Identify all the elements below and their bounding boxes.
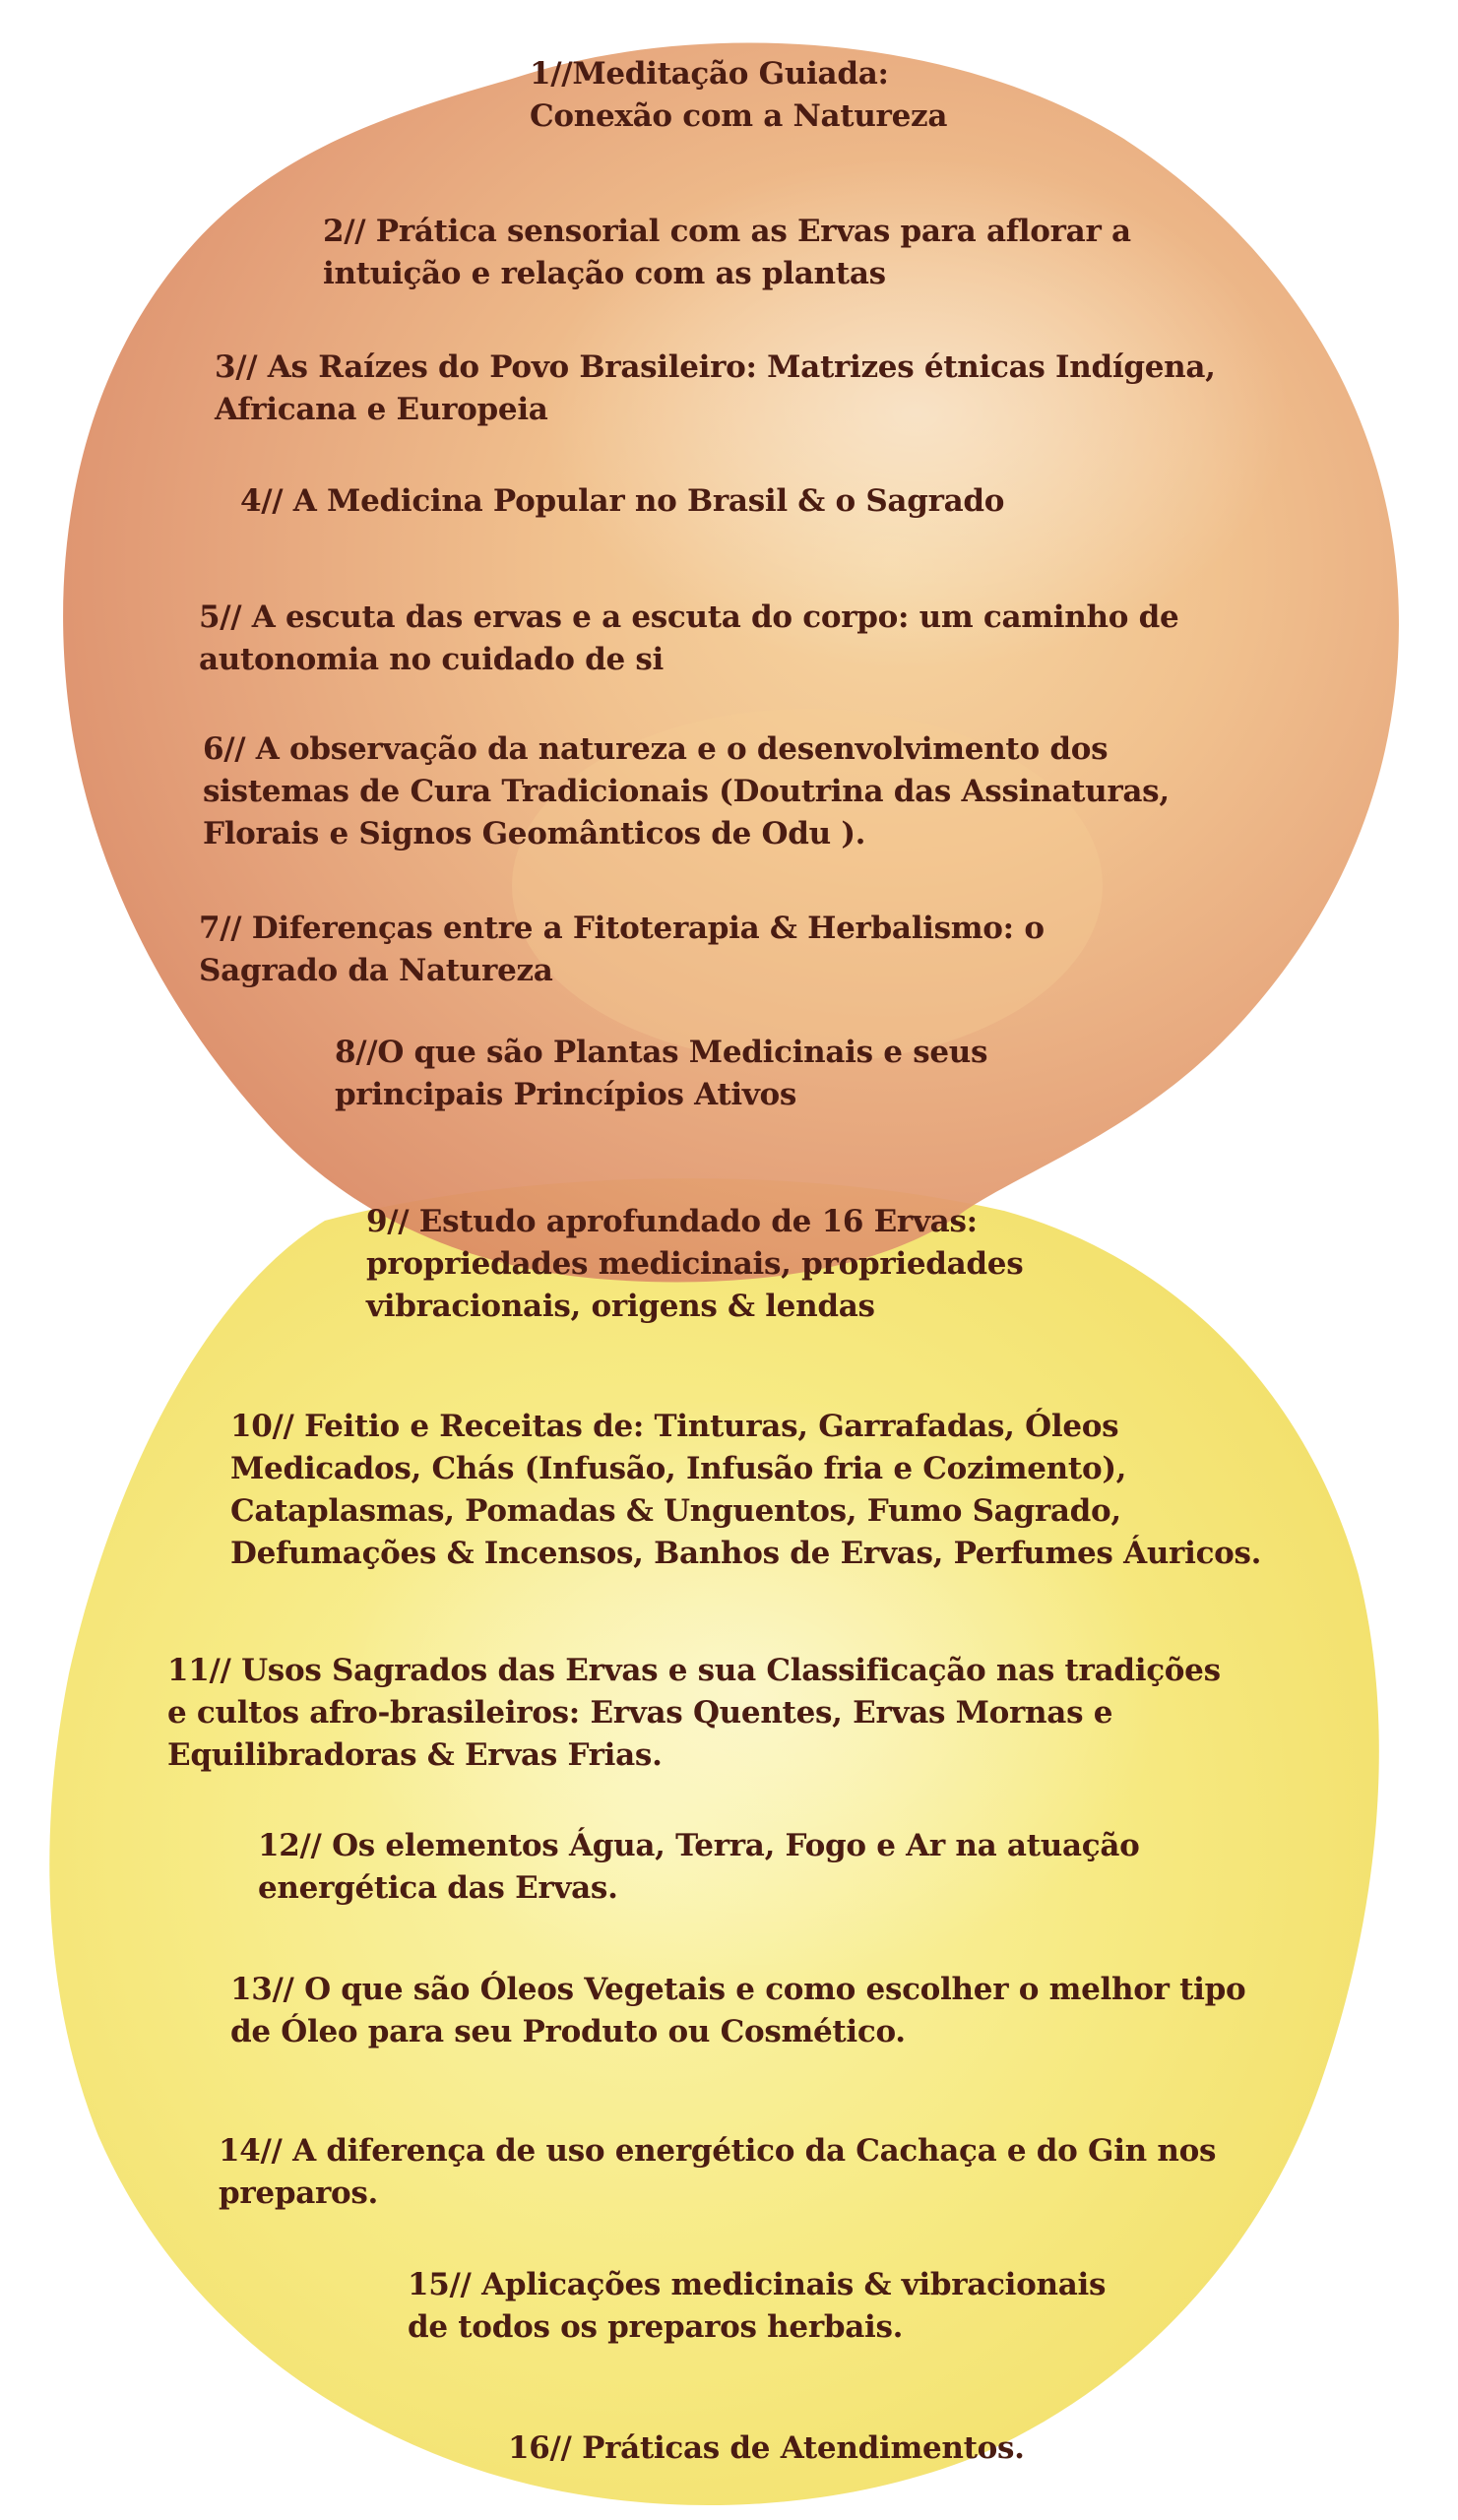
topic-item-15 <box>408 2264 1106 2349</box>
topic-line: sistemas de Cura Tradicionais (Doutrina das Assinaturas, <box>203 774 1170 809</box>
topic-line: Cataplasmas, Pomadas & Unguentos, Fumo Sagrado, <box>230 1493 1121 1529</box>
topic-item-8 <box>335 1032 987 1116</box>
topic-line: intuição e relação com as plantas <box>323 256 886 291</box>
topic-line: Sagrado da Natureza <box>199 953 553 988</box>
topic-line: 9// Estudo aprofundado de 16 Ervas: <box>366 1204 978 1239</box>
topic-line: 15// Aplicações medicinais & vibracionais <box>408 2267 1107 2302</box>
topic-line: Florais e Signos Geomânticos de Odu ). <box>203 816 866 851</box>
topic-item-16 <box>508 2427 1025 2470</box>
topic-item-11 <box>167 1650 1221 1777</box>
topic-item-6 <box>203 728 1170 855</box>
topic-item-3 <box>215 346 1216 431</box>
topic-item-7 <box>199 908 1045 992</box>
topic-line: Defumações & Incensos, Banhos de Ervas, Perfumes Áuricos. <box>230 1536 1262 1571</box>
topic-item-13 <box>230 1969 1245 2053</box>
topic-line: 6// A observação da natureza e o desenvolvimento dos <box>203 731 1109 767</box>
topic-line: 11// Usos Sagrados das Ervas e sua Classificação nas tradições <box>167 1653 1221 1688</box>
topic-line: autonomia no cuidado de si <box>199 642 665 677</box>
topic-line: 14// A diferença de uso energético da Cachaça e do Gin nos <box>219 2133 1217 2169</box>
topic-line: 16// Práticas de Atendimentos. <box>508 2430 1025 2466</box>
topic-item-2 <box>323 211 1131 295</box>
topic-line: Conexão com a Natureza <box>530 98 948 134</box>
topic-line: preparos. <box>219 2175 379 2211</box>
topic-line: Africana e Europeia <box>215 392 548 427</box>
topic-line: 7// Diferenças entre a Fitoterapia & Herbalismo: o <box>199 911 1045 946</box>
topic-line: 4// A Medicina Popular no Brasil & o Sagrado <box>240 483 1005 519</box>
topic-line: 1//Meditação Guiada: <box>530 56 889 92</box>
topic-item-9 <box>366 1201 1023 1328</box>
topic-line: 3// As Raízes do Povo Brasileiro: Matrizes étnicas Indígena, <box>215 349 1216 385</box>
topic-item-4 <box>240 480 1004 523</box>
topic-line: 10// Feitio e Receitas de: Tinturas, Garrafadas, Óleos <box>230 1409 1119 1444</box>
topic-line: de Óleo para seu Produto ou Cosmético. <box>230 2014 906 2049</box>
topic-line: de todos os preparos herbais. <box>408 2309 904 2345</box>
topic-line: principais Princípios Ativos <box>335 1077 797 1112</box>
topic-line: energética das Ervas. <box>258 1870 618 1906</box>
topic-line: propriedades medicinais, propriedades <box>366 1246 1024 1282</box>
topic-item-10 <box>230 1406 1261 1575</box>
topic-line: 12// Os elementos Água, Terra, Fogo e Ar na atuação <box>258 1828 1140 1863</box>
topic-line: Medicados, Chás (Infusão, Infusão fria e Cozimento), <box>230 1451 1127 1486</box>
topic-line: Equilibradoras & Ervas Frias. <box>167 1737 663 1773</box>
topic-line: 2// Prática sensorial com as Ervas para aflorar a <box>323 214 1131 249</box>
topic-item-12 <box>258 1825 1139 1910</box>
topic-item-14 <box>219 2130 1216 2215</box>
topic-line: 5// A escuta das ervas e a escuta do corpo: um caminho de <box>199 599 1179 635</box>
topic-line: e cultos afro-brasileiros: Ervas Quentes, Ervas Mornas e <box>167 1695 1113 1731</box>
topic-line: 13// O que são Óleos Vegetais e como escolher o melhor tipo <box>230 1972 1246 2007</box>
topic-line: vibracionais, origens & lendas <box>366 1289 875 1324</box>
topic-line: 8//O que são Plantas Medicinais e seus <box>335 1035 988 1070</box>
topic-item-5 <box>199 597 1178 681</box>
topic-item-1 <box>530 53 947 138</box>
